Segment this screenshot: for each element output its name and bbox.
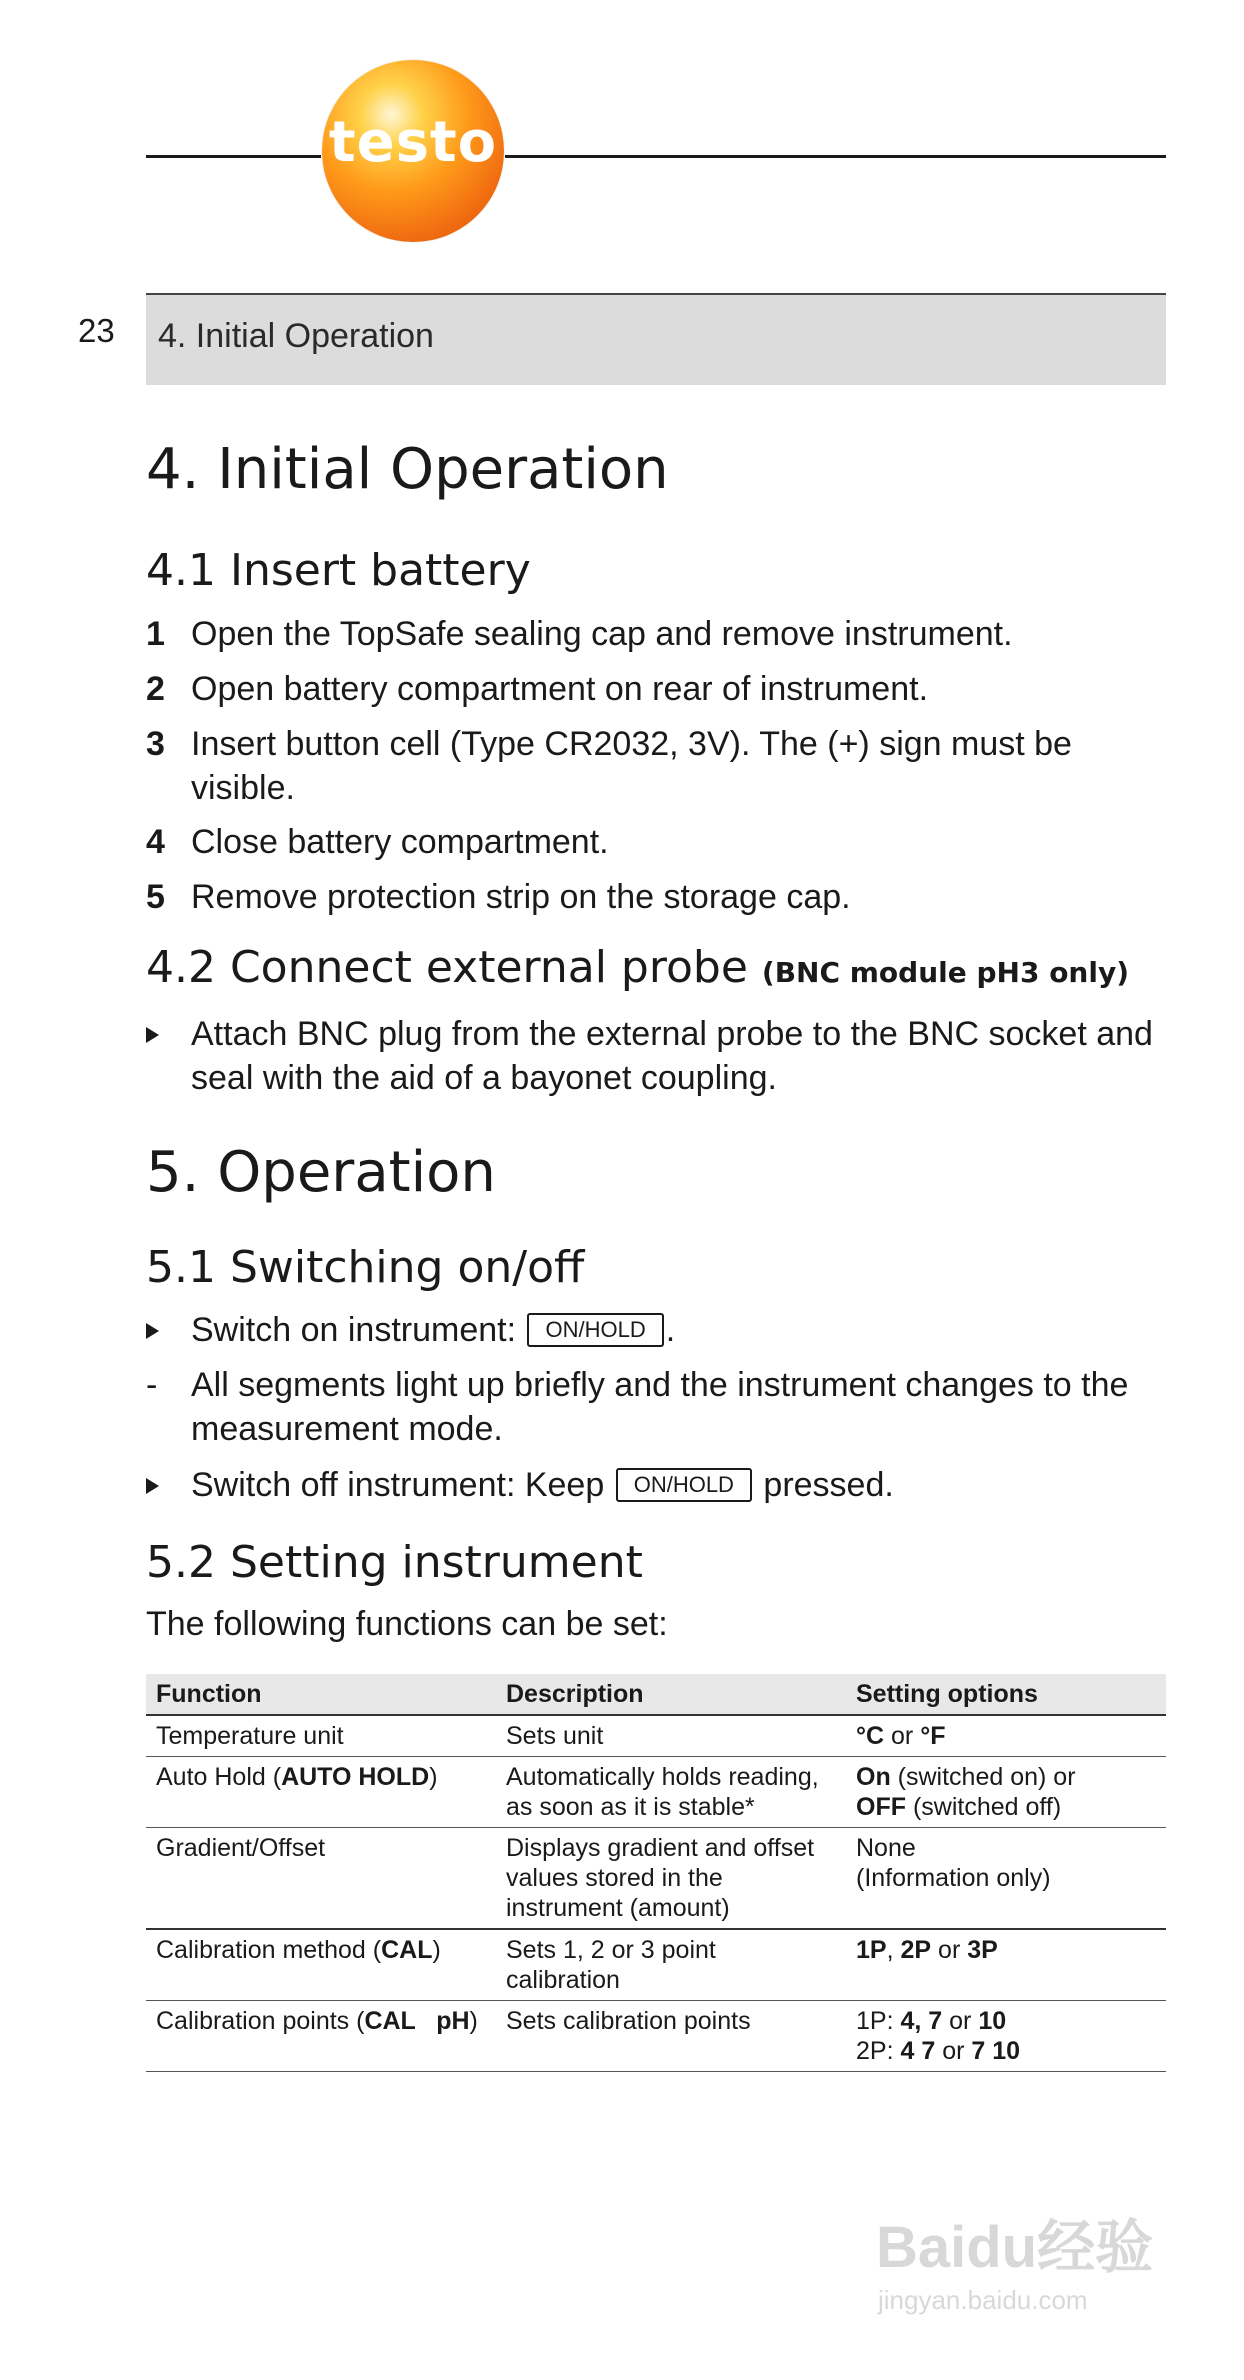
step-text: Attach BNC plug from the external probe to the BNC socket and seal with the aid of a bayonet coupling. xyxy=(191,1015,1153,1097)
heading-connect-probe xyxy=(146,942,1129,993)
list-item xyxy=(146,1363,1166,1451)
cell-function: Temperature unit xyxy=(146,1715,496,1757)
step-text: Close battery compartment. xyxy=(191,823,609,861)
point-or: or xyxy=(942,2007,979,2035)
option-1p: 1P xyxy=(856,1936,887,1964)
cell-description: Sets 1, 2 or 3 point calibration xyxy=(496,1929,846,2001)
step-text xyxy=(191,1463,1166,1507)
option-celsius: °C xyxy=(856,1722,885,1750)
header-rule-right xyxy=(505,155,1166,158)
action-arrow-icon xyxy=(146,1323,159,1339)
cell-description: Displays gradient and offset values stored in the instrument (amount) xyxy=(496,1828,846,1930)
cell-description: Automatically holds reading, as soon as it is stable* xyxy=(496,1757,846,1828)
result-dash: - xyxy=(146,1366,158,1404)
testo-logo xyxy=(322,60,504,242)
header-rule-left xyxy=(146,155,321,158)
heading-insert-battery: 4.1 Insert battery xyxy=(146,545,531,596)
on-hold-key: ON/HOLD xyxy=(527,1313,663,1347)
step-text-post: pressed. xyxy=(763,1466,894,1504)
point-7: 7 xyxy=(928,2007,943,2035)
cell-function-post: ) xyxy=(432,1936,441,1964)
point-pair-7-10: 7 10 xyxy=(971,2037,1021,2065)
cell-options xyxy=(846,2001,1166,2072)
step-number: 2 xyxy=(146,670,165,708)
step-text: Insert button cell (Type CR2032, 3V). The (+) sign must be visible. xyxy=(191,725,1072,807)
header-function: Function xyxy=(146,1674,496,1715)
cell-function-pre: Auto Hold ( xyxy=(156,1763,282,1791)
cell-function-post: ) xyxy=(469,2007,478,2035)
settings-table xyxy=(146,1674,1166,2072)
option-3p: 3P xyxy=(967,1936,998,1964)
cell-description: Sets unit xyxy=(496,1715,846,1757)
action-arrow-icon xyxy=(146,1478,159,1494)
list-item xyxy=(146,612,1166,656)
list-item xyxy=(146,722,1166,810)
point-or: or xyxy=(935,2037,972,2065)
step-number: 5 xyxy=(146,878,165,916)
cell-function-code: CAL xyxy=(381,1936,433,1964)
point-4: 4 xyxy=(900,2007,915,2035)
table-row xyxy=(146,1757,1166,1828)
heading-connect-probe-main: 4.2 Connect external probe xyxy=(146,942,748,993)
step-number: 3 xyxy=(146,725,165,763)
table-row xyxy=(146,1929,1166,2001)
cell-options xyxy=(846,1929,1166,2001)
step-text-post: . xyxy=(665,1311,676,1349)
action-arrow-icon xyxy=(146,1027,159,1043)
cell-options xyxy=(846,1757,1166,1828)
heading-initial-operation: 4. Initial Operation xyxy=(146,437,669,502)
heading-switching: 5.1 Switching on/off xyxy=(146,1242,585,1293)
list-item xyxy=(146,1012,1166,1100)
point-10: 10 xyxy=(978,2007,1007,2035)
table-header-row xyxy=(146,1674,1166,1715)
list-item xyxy=(146,1308,1166,1352)
cell-function-pre: Calibration method ( xyxy=(156,1936,382,1964)
points-2p-label: 2P: xyxy=(856,2037,901,2065)
cell-function xyxy=(146,1929,496,2001)
section-band xyxy=(146,293,1166,385)
logo-text: testo xyxy=(328,110,498,175)
cell-options xyxy=(846,1828,1166,1930)
page-number: 23 xyxy=(78,312,115,349)
cell-function-pre: Calibration points ( xyxy=(156,2007,365,2035)
cell-description: Sets calibration points xyxy=(496,2001,846,2072)
option-or: or xyxy=(891,1722,914,1750)
cell-options xyxy=(846,1715,1166,1757)
option-info: (Information only) xyxy=(856,1864,1051,1892)
cell-function xyxy=(146,1757,496,1828)
header-options: Setting options xyxy=(846,1674,1166,1715)
cell-function: Gradient/Offset xyxy=(146,1828,496,1930)
option-off: OFF xyxy=(856,1793,906,1821)
step-text: Remove protection strip on the storage cap. xyxy=(191,878,851,916)
step-number: 1 xyxy=(146,615,165,653)
table-intro-text: The following functions can be set: xyxy=(146,1605,668,1643)
table-row xyxy=(146,1828,1166,1930)
point-pair-4-7: 4 7 xyxy=(900,2037,936,2065)
points-1p-label: 1P: xyxy=(856,2007,901,2035)
list-item xyxy=(146,667,1166,711)
list-item xyxy=(146,875,1166,919)
heading-connect-probe-suffix: (BNC module pH3 only) xyxy=(761,956,1130,989)
header-description: Description xyxy=(496,1674,846,1715)
option-off-text: (switched off) xyxy=(912,1793,1062,1821)
cell-function xyxy=(146,2001,496,2072)
heading-operation: 5. Operation xyxy=(146,1140,496,1205)
table-intro xyxy=(146,1602,1166,1646)
step-text: All segments light up briefly and the instrument changes to the measurement mode. xyxy=(191,1366,1129,1448)
option-on: On xyxy=(856,1763,891,1791)
table-row xyxy=(146,1715,1166,1757)
option-none: None xyxy=(856,1834,916,1862)
list-item xyxy=(146,1463,1166,1507)
table-row xyxy=(146,2001,1166,2072)
option-2p: 2P xyxy=(900,1936,932,1964)
list-item xyxy=(146,820,1166,864)
option-on-text: (switched on) or xyxy=(897,1763,1076,1791)
point-sep: , xyxy=(914,2007,929,2035)
watermark-url: jingyan.baidu.com xyxy=(878,2285,1088,2315)
cell-function-code: CAL pH xyxy=(364,2007,470,2035)
watermark-brand: Baidu经验 xyxy=(876,2215,1154,2280)
step-text xyxy=(191,1308,1166,1352)
step-text: Open the TopSafe sealing cap and remove instrument. xyxy=(191,615,1013,653)
option-or: or xyxy=(931,1936,968,1964)
on-hold-key: ON/HOLD xyxy=(616,1468,752,1502)
heading-setting-instrument: 5.2 Setting instrument xyxy=(146,1537,643,1588)
step-number: 4 xyxy=(146,823,165,861)
step-text-pre: Switch off instrument: Keep xyxy=(191,1466,605,1504)
cell-function-post: ) xyxy=(429,1763,438,1791)
step-text: Open battery compartment on rear of instrument. xyxy=(191,670,929,708)
step-text-pre: Switch on instrument: xyxy=(191,1311,517,1349)
cell-function-code: AUTO HOLD xyxy=(281,1763,430,1791)
section-band-title: 4. Initial Operation xyxy=(158,317,434,355)
option-fahrenheit: °F xyxy=(920,1722,946,1750)
option-sep: , xyxy=(886,1936,901,1964)
